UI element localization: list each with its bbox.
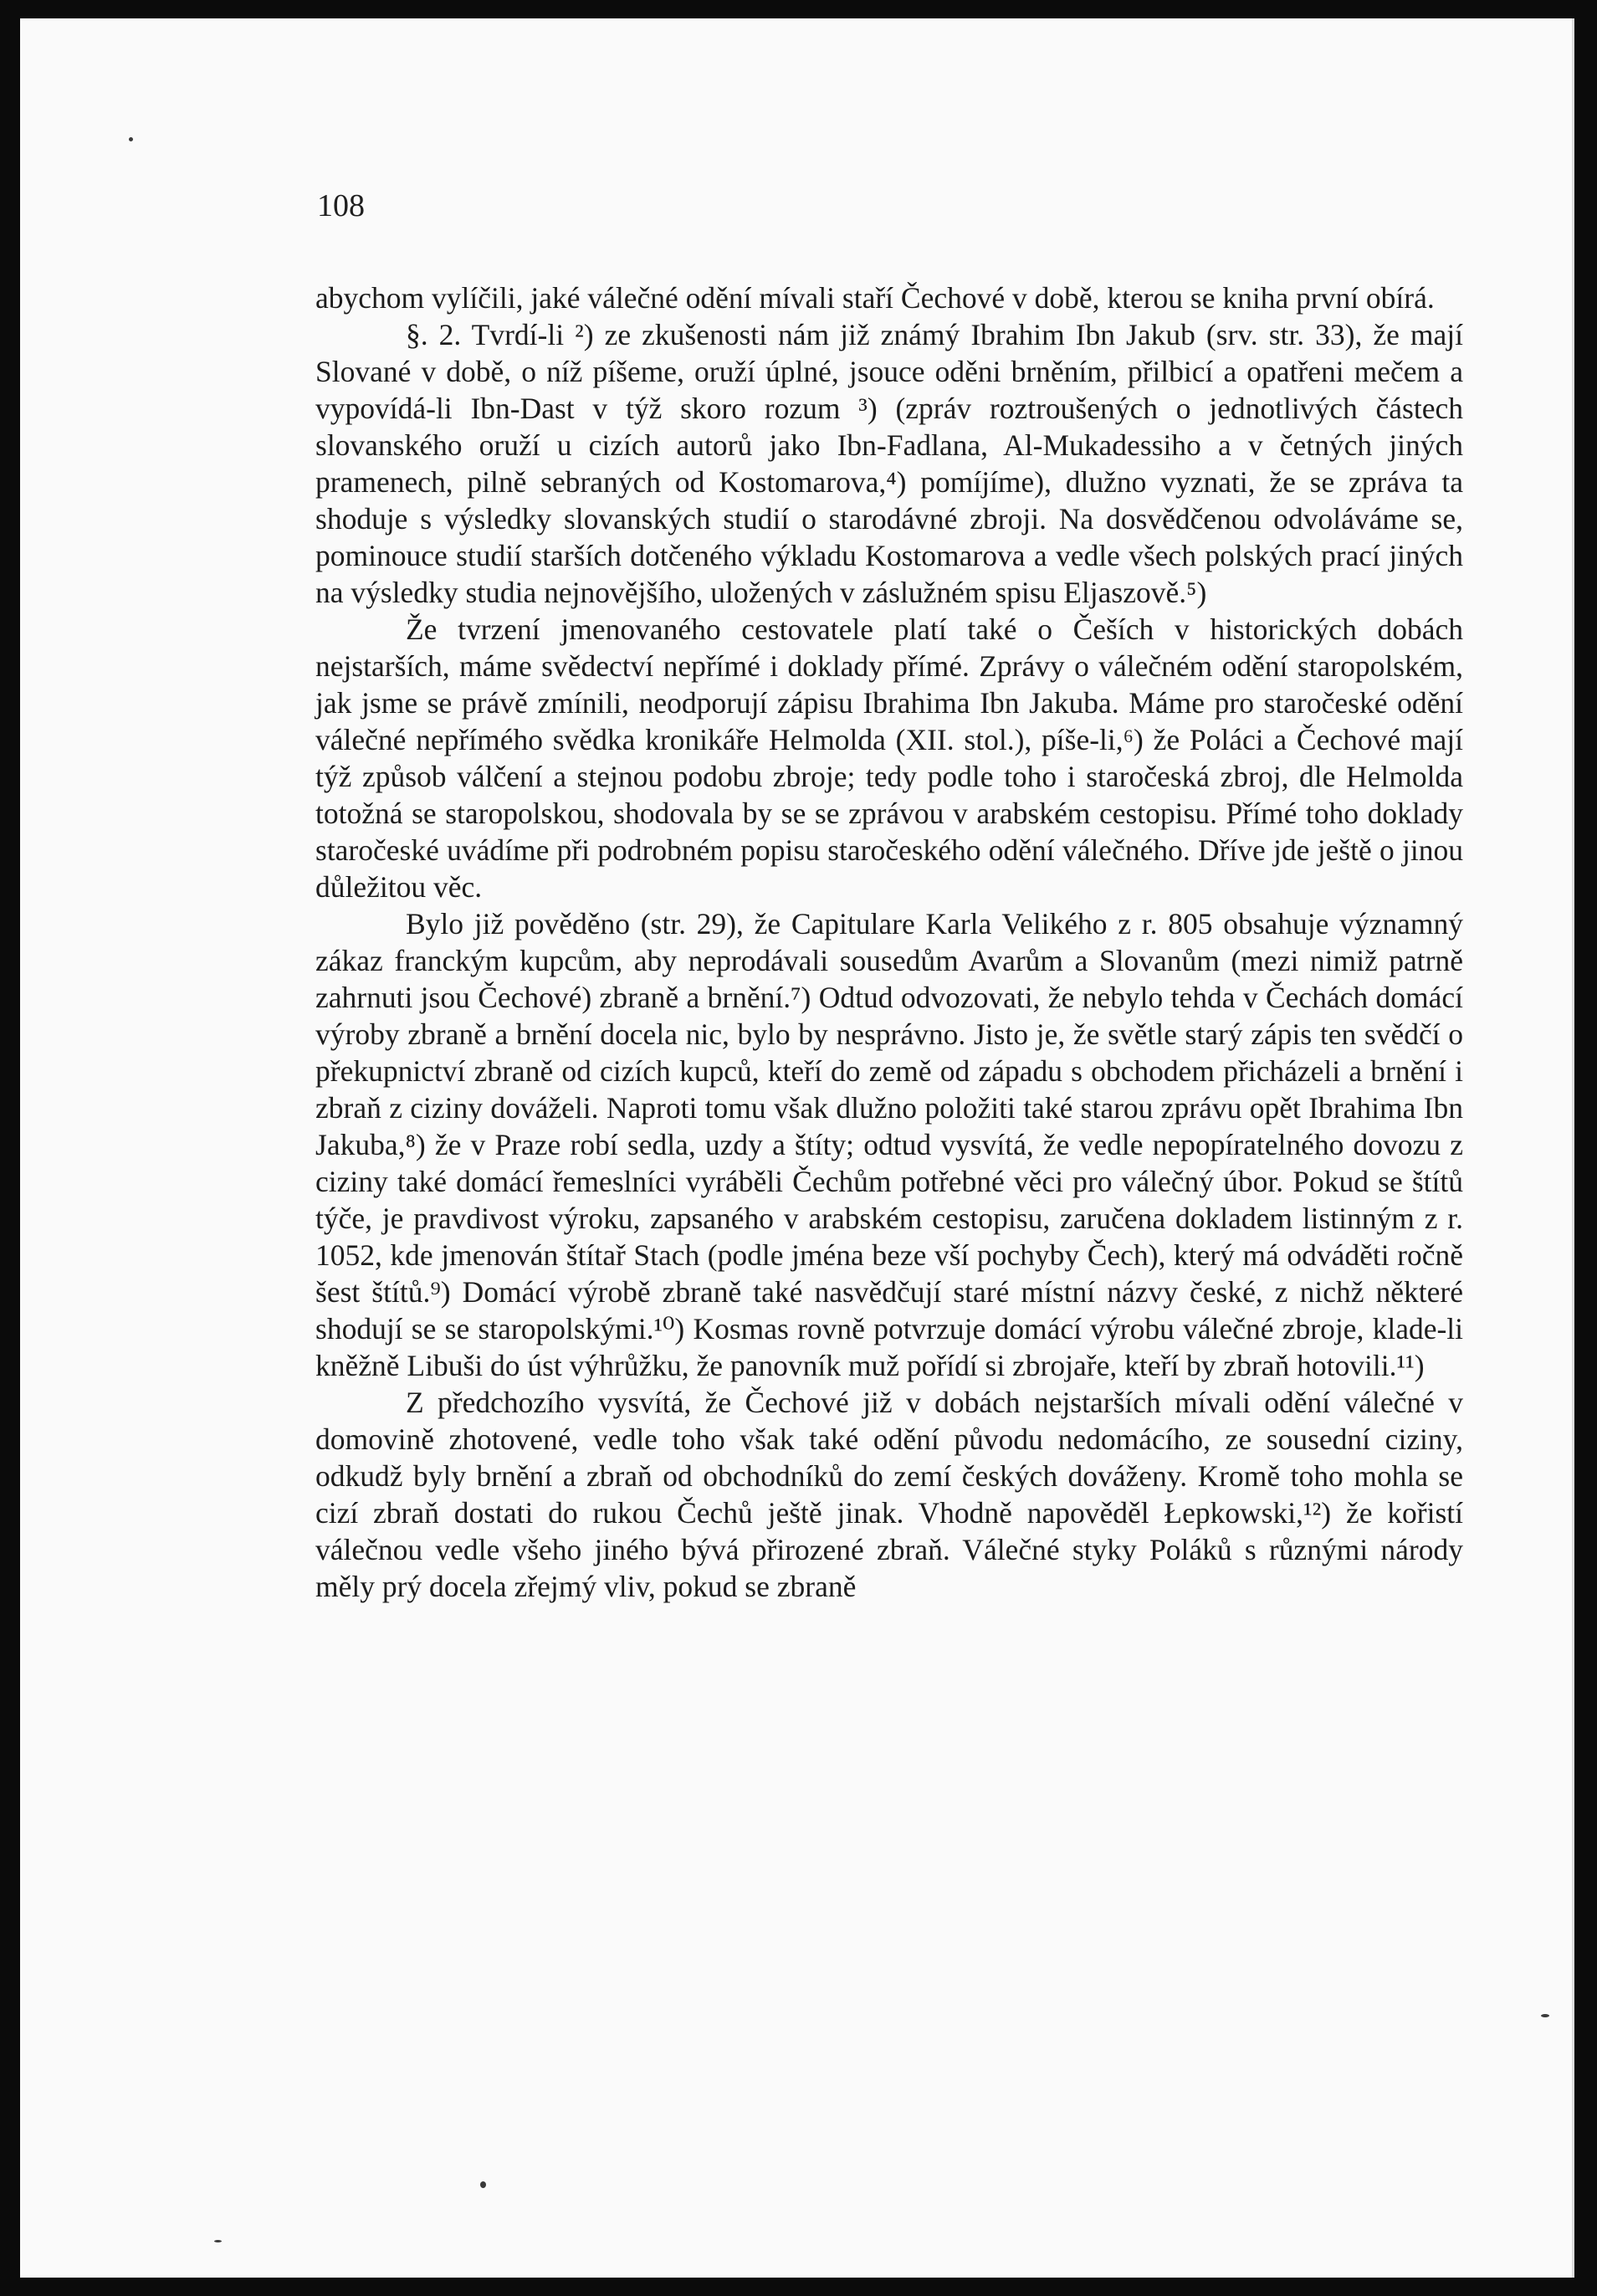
text-body [315,279,1463,1605]
scan-speck [129,137,133,141]
scan-speck [480,2181,486,2188]
paragraph-conclusion: Z předchozího vysvítá, že Čechové již v dobách nejstarších mívali odění válečné v domovině zhotovené, vedle toho však také odění původu nedomácího, ze sousední ciziny, odkudž byly brnění a zbraň od obchodníků do zemí českých dováženy. Kromě toho mohla se cizí zbraň dostati do rukou Čechů ještě jinak. Vhodně napověděl Łepkowski,¹²) že kořistí válečnou vedle všeho jiného bývá přirozené zbraň. Válečné styky Poláků s různými národy měly prý docela zřejmý vliv, pokud se zbraně [315,1386,1463,1603]
page-number: 108 [317,188,365,223]
paragraph-helmold: Že tvrzení jmenovaného cestovatele platí také o Češích v historických dobách nejstarších, máme svědectví nepřímé i doklady přímé. Zprávy o válečném odění staropolském, jak jsme se právě zmínili, neodporují zápisu Ibrahima Ibn Jakuba. Máme pro staročeské odění válečné nepřímého svědka kronikáře Helmolda (XII. stol.), píše-li,⁶) že Poláci a Čechové mají týž způsob válčení a stejnou podobu zbroje; tedy podle toho i staročeská zbroj, dle Helmolda totožná se staropolskou, shodovala by se se zprávou v arabském cestopisu. Přímé toho doklady staročeské uvádíme při podrobném popisu staročeského odění válečného. Dříve jde ještě o jinou důležitou věc. [315,612,1463,904]
scan-speck [214,2240,222,2242]
paragraph-section-2: §. 2. Tvrdí-li ²) ze zkušenosti nám již známý Ibrahim Ibn Jakub (srv. str. 33), že mají Slované v době, o níž píšeme, oruží úplné, jsouce oděni brněním, přilbicí a opatřeni mečem a vypovídá-li Ibn-Dast v týž skoro rozum ³) (zpráv roztroušených o jednotlivých částech slovanského oruží u cizích autorů jako Ibn-Fadlana, Al-Mukadessiho a v četných jiných pramenech, pilně sebraných od Kostomarova,⁴) pomíjíme), dlužno vyznati, že se zpráva ta shoduje s výsledky slovanských studií o starodávné zbroji. Na dosvědčenou odvoláváme se, pominouce studií starších dotčeného výkladu Kostomarova a vedle všech polských prací jiných na výsledky studia nejnovějšího, uložených v záslužném spisu Eljaszově.⁵) [315,318,1463,609]
scan-speck [1541,2014,1549,2017]
paragraph-intro: abychom vylíčili, jaké válečné odění mívali staří Čechové v době, kterou se kniha první obírá. [315,281,1435,315]
book-page [20,18,1574,2278]
paragraph-capitulare: Bylo již pověděno (str. 29), že Capitulare Karla Velikého z r. 805 obsahuje významný zákaz franckým kupcům, aby neprodávali sousedům Avarům a Slovanům (mezi nimiž patrně zahrnuti jsou Čechové) zbraně a brnění.⁷) Odtud odvozovati, že nebylo tehda v Čechách domácí výroby zbraně a brnění docela nic, bylo by nesprávno. Jisto je, že světle starý zápis ten svědčí o překupnictví zbraně od cizích kupců, kteří do země od západu s obchodem přicházeli a brnění i zbraň z ciziny dováželi. Naproti tomu však dlužno položiti také starou zprávu opět Ibrahima Ibn Jakuba,⁸) že v Praze robí sedla, uzdy a štíty; odtud vysvítá, že vedle nepopíratelného dovozu z ciziny také domácí řemeslníci vyráběli Čechům potřebné věci pro válečný úbor. Pokud se štítů týče, je pravdivost výroku, zapsaného v arabském cestopisu, zaručena dokladem listinným z r. 1052, kde jmenován štítař Stach (podle jména beze vší pochyby Čech), který má odváděti ročně šest štítů.⁹) Domácí výrobě zbraně také nasvědčují staré místní názvy české, z nichž některé shodují se se staropolskými.¹⁰) Kosmas rovně potvrzuje domácí výrobu válečné zbroje, klade-li kněžně Libuši do úst výhrůžku, že panovník muž pořídí si zbrojaře, kteří by zbraň hotovili.¹¹) [315,907,1463,1382]
